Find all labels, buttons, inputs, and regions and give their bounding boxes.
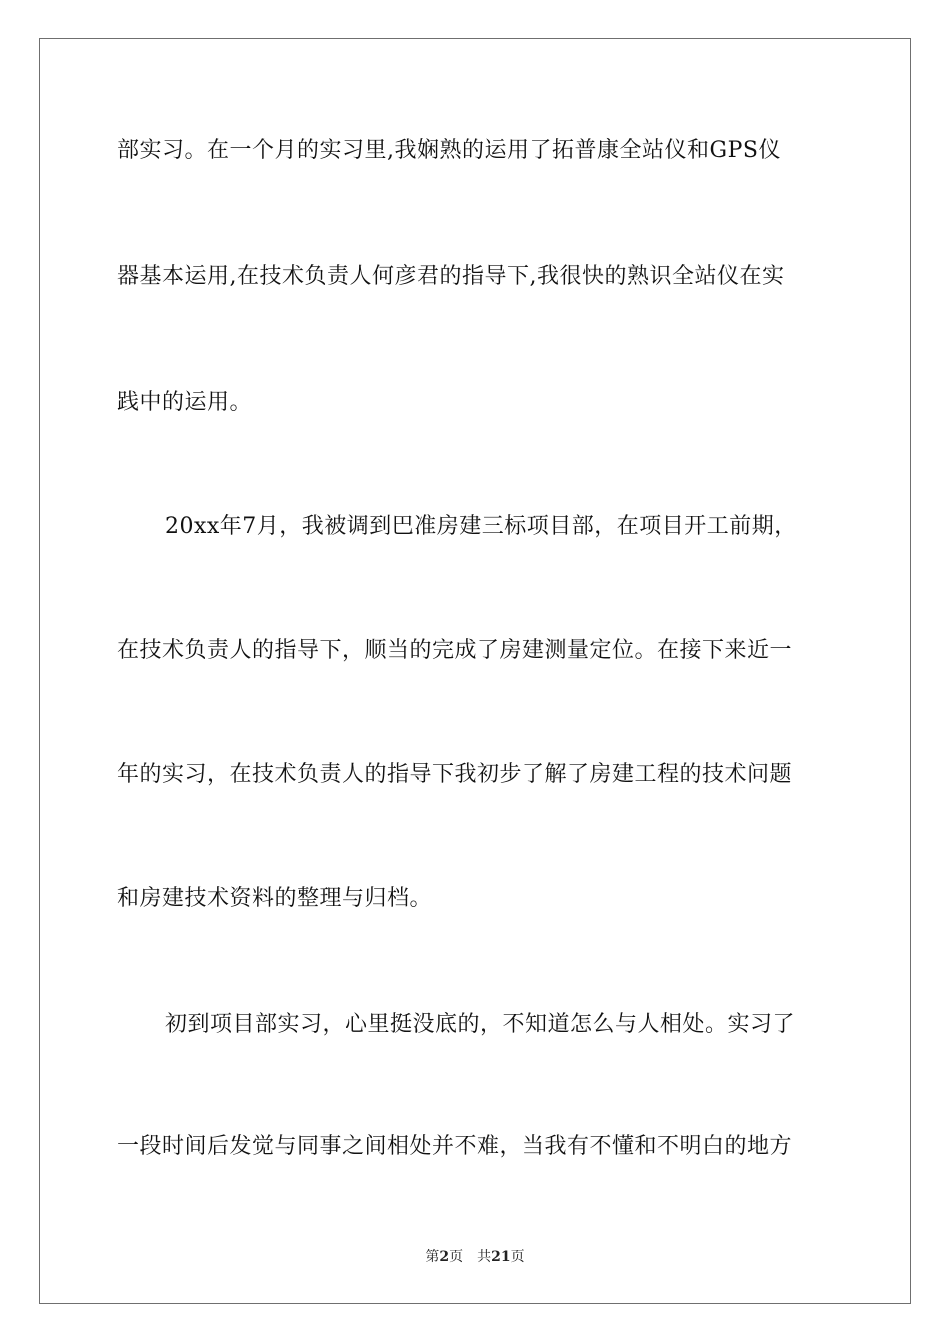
- body-line-6: 年的实习，在技术负责人的指导下我初步了解了房建工程的技术问题: [117, 762, 793, 787]
- total-pages: 21: [491, 1249, 511, 1265]
- page-frame: [39, 38, 911, 1304]
- body-line-1: 部实习。在一个月的实习里,我娴熟的运用了拓普康全站仪和GPS仪: [117, 138, 781, 163]
- body-line-9: 一段时间后发觉与同事之间相处并不难，当我有不懂和不明白的地方: [117, 1134, 793, 1159]
- body-line-4-paragraph-start: 20xx年7月，我被调到巴准房建三标项目部，在项目开工前期，: [165, 514, 797, 539]
- page-number: 2: [439, 1249, 450, 1265]
- body-line-3: 践中的运用。: [117, 390, 253, 415]
- body-line-5: 在技术负责人的指导下，顺当的完成了房建测量定位。在接下来近一: [117, 638, 793, 663]
- total-prefix: 共: [477, 1249, 492, 1265]
- page-prefix: 第: [425, 1249, 440, 1265]
- body-line-2: 器基本运用,在技术负责人何彦君的指导下,我很快的熟识全站仪在实: [117, 264, 785, 289]
- body-line-7: 和房建技术资料的整理与归档。: [117, 886, 433, 911]
- body-line-8-paragraph-start: 初到项目部实习，心里挺没底的，不知道怎么与人相处。实习了: [165, 1012, 796, 1037]
- page-footer: [0, 1248, 950, 1266]
- page-suffix: 页: [449, 1249, 464, 1265]
- total-suffix: 页: [510, 1249, 525, 1265]
